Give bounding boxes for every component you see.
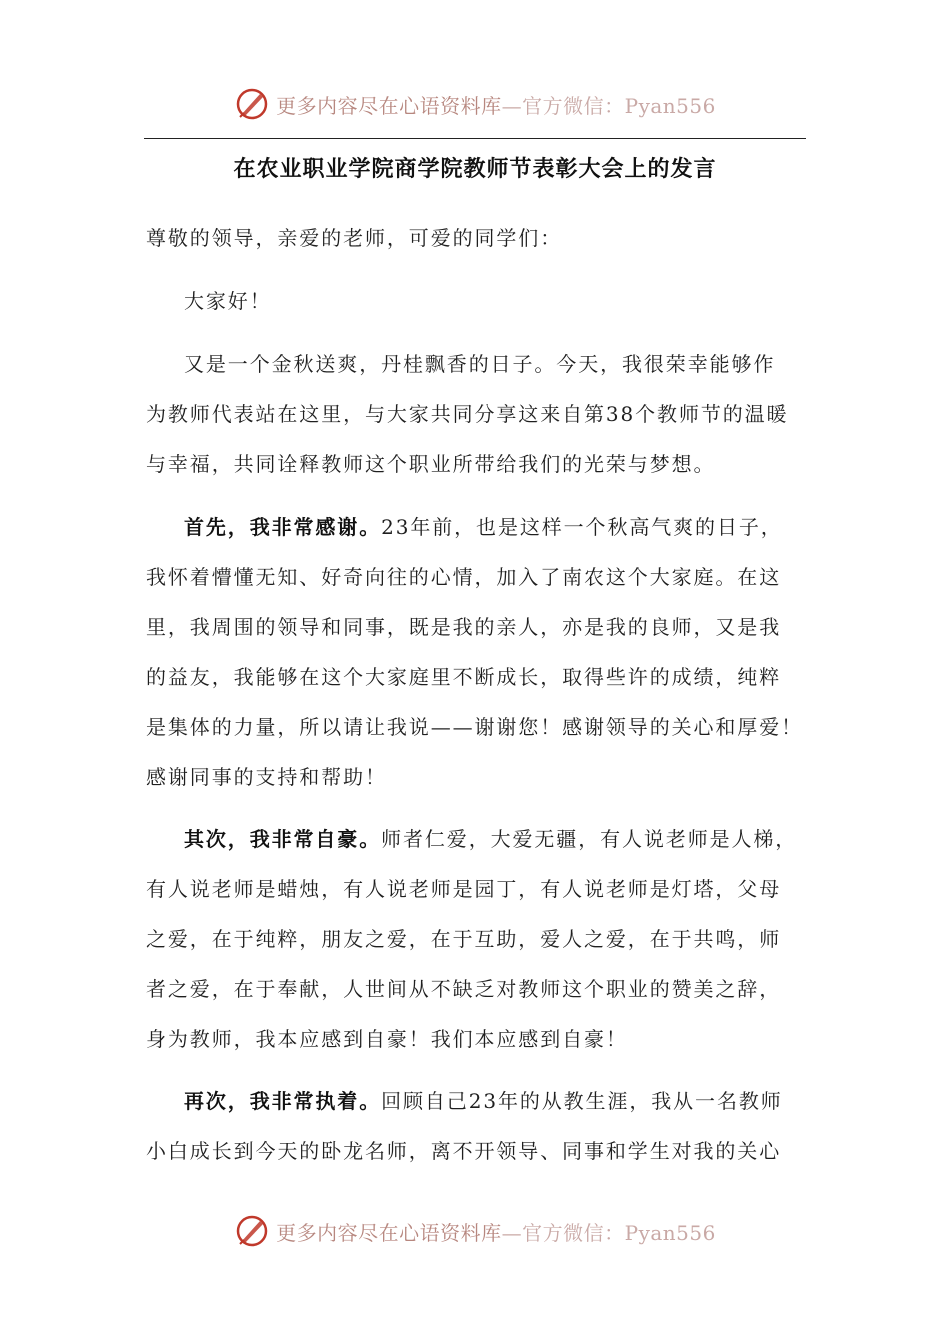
p2-line-4: 的益友，我能够在这个大家庭里不断成长，取得些许的成绩，纯粹 (146, 665, 782, 689)
p2-lead: 首先，我非常感谢。 (184, 515, 382, 539)
document-title: 在农业职业学院商学院教师节表彰大会上的发言 (233, 156, 717, 182)
footer-banner (0, 1209, 950, 1253)
p2-line-3: 里，我周围的领导和同事，既是我的亲人，亦是我的良师，又是我 (146, 615, 782, 639)
p3-lead: 其次，我非常自豪。 (184, 827, 382, 851)
header-banner (0, 82, 950, 126)
p4-line-1: 再次，我非常执着。回顾自己23年的从教生涯，我从一名教师 (184, 1089, 783, 1113)
quill-seal-icon (234, 1213, 270, 1249)
p4-lead: 再次，我非常执着。 (184, 1089, 382, 1113)
p2-line-6: 感谢同事的支持和帮助！ (146, 765, 387, 789)
p2-line-1: 首先，我非常感谢。23年前，也是这样一个秋高气爽的日子， (184, 515, 783, 539)
footer-banner-text: 更多内容尽在心语资料库—官方微信：Pyan556 (276, 1220, 716, 1245)
p3-line-2: 有人说老师是蜡烛，有人说老师是园丁，有人说老师是灯塔，父母 (146, 877, 782, 901)
greeting: 大家好！ (184, 289, 272, 313)
p3-line-3: 之爱，在于纯粹，朋友之爱，在于互助，爱人之爱，在于共鸣，师 (146, 927, 782, 951)
p3-line-4: 者之爱，在于奉献，人世间从不缺乏对教师这个职业的赞美之辞， (146, 977, 782, 1001)
header-rule (144, 138, 806, 139)
p4-line-2: 小白成长到今天的卧龙名师，离不开领导、同事和学生对我的关心 (146, 1139, 782, 1163)
p2-line-5: 是集体的力量，所以请让我说——谢谢您！感谢领导的关心和厚爱！ (146, 715, 803, 739)
p1-line-2: 为教师代表站在这里，与大家共同分享这来自第38个教师节的温暖 (146, 402, 789, 426)
p3-line-1: 其次，我非常自豪。师者仁爱，大爱无疆，有人说老师是人梯， (184, 827, 798, 851)
p3-line-5: 身为教师，我本应感到自豪！我们本应感到自豪！ (146, 1027, 628, 1051)
quill-seal-icon (234, 86, 270, 122)
header-banner-text: 更多内容尽在心语资料库—官方微信：Pyan556 (276, 93, 716, 118)
p2-line-2: 我怀着懵懂无知、好奇向往的心情，加入了南农这个大家庭。在这 (146, 565, 782, 589)
p1-line-1: 又是一个金秋送爽，丹桂飘香的日子。今天，我很荣幸能够作 (184, 352, 776, 376)
salutation: 尊敬的领导，亲爱的老师，可爱的同学们： (146, 226, 563, 250)
p1-line-3: 与幸福，共同诠释教师这个职业所带给我们的光荣与梦想。 (146, 452, 716, 476)
